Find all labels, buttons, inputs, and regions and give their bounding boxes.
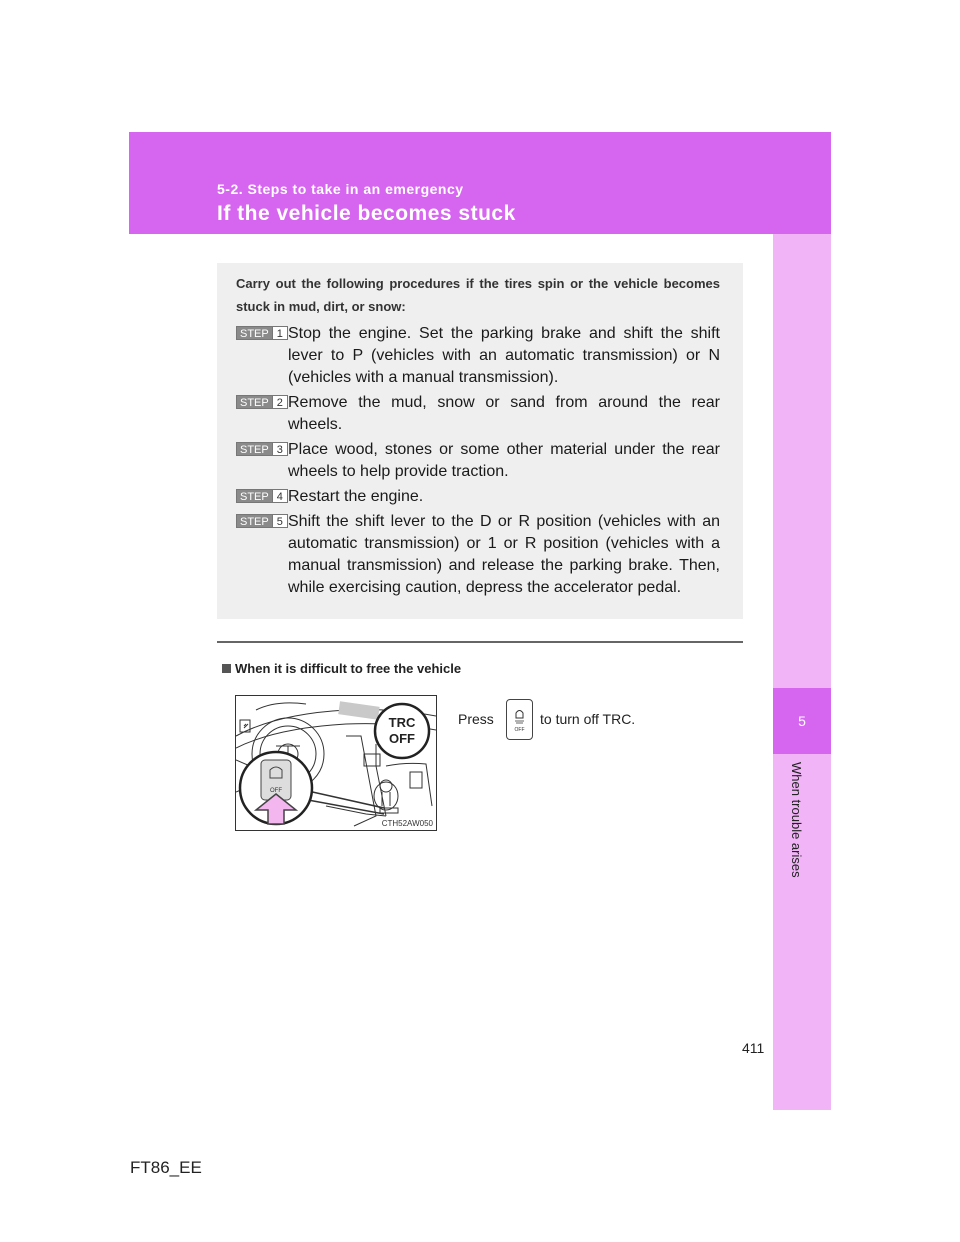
action-label: to turn off TRC.: [540, 711, 636, 727]
step-text: Shift the shift lever to the D or R position (vehicles with an automatic transmission) or 1 or R position (vehicles with a manual transmission) and release the parking brake. Then, while exercising caution, depress the accelerator pedal.: [288, 513, 720, 596]
chapter-number[interactable]: 5: [773, 688, 831, 754]
svg-text:TRC: TRC: [388, 715, 416, 730]
page-title: If the vehicle becomes stuck: [217, 202, 516, 225]
bullet-square-icon: [222, 664, 231, 673]
document-code: FT86_EE: [130, 1158, 202, 1177]
step-badge: STEP 5: [236, 514, 288, 528]
step-text: Place wood, stones or some other material under the rear wheels to help provide traction.: [288, 441, 720, 480]
step-2: [236, 392, 720, 436]
step-badge: STEP 3: [236, 442, 288, 456]
procedure-intro: Carry out the following procedures if the tires spin or the vehicle becomes stuck in mud, dirt, or snow:: [236, 276, 720, 314]
step-1: [236, 323, 720, 389]
chapter-title: When trouble arises: [789, 762, 804, 878]
step-text: Restart the engine.: [288, 488, 424, 505]
step-3: [236, 439, 720, 483]
dashboard-illustration: [235, 695, 437, 831]
figure-code: CTH52AW050: [381, 819, 433, 828]
section-label: 5-2. Steps to take in an emergency: [217, 181, 464, 197]
section-divider: [217, 641, 743, 643]
svg-text:OFF: OFF: [270, 788, 282, 794]
side-tab: [773, 234, 831, 1110]
step-badge: STEP 4: [236, 489, 288, 503]
note-heading: When it is difficult to free the vehicle: [222, 661, 461, 676]
press-label: Press: [458, 711, 494, 727]
step-badge: STEP 2: [236, 395, 288, 409]
step-4: [236, 486, 720, 508]
svg-text:OFF: OFF: [514, 727, 525, 733]
step-badge: STEP 1: [236, 326, 288, 340]
step-text: Remove the mud, snow or sand from around the rear wheels.: [288, 394, 720, 433]
page-number: 411: [742, 1040, 765, 1056]
trc-off-switch-icon: [506, 699, 533, 740]
step-text: Stop the engine. Set the parking brake and shift the shift lever to P (vehicles with an automatic transmission) or N (vehicles with a manual transmission).: [288, 325, 720, 386]
svg-text:OFF: OFF: [389, 731, 415, 746]
dashboard-drawing-icon: [236, 696, 436, 830]
step-5: [236, 511, 720, 599]
